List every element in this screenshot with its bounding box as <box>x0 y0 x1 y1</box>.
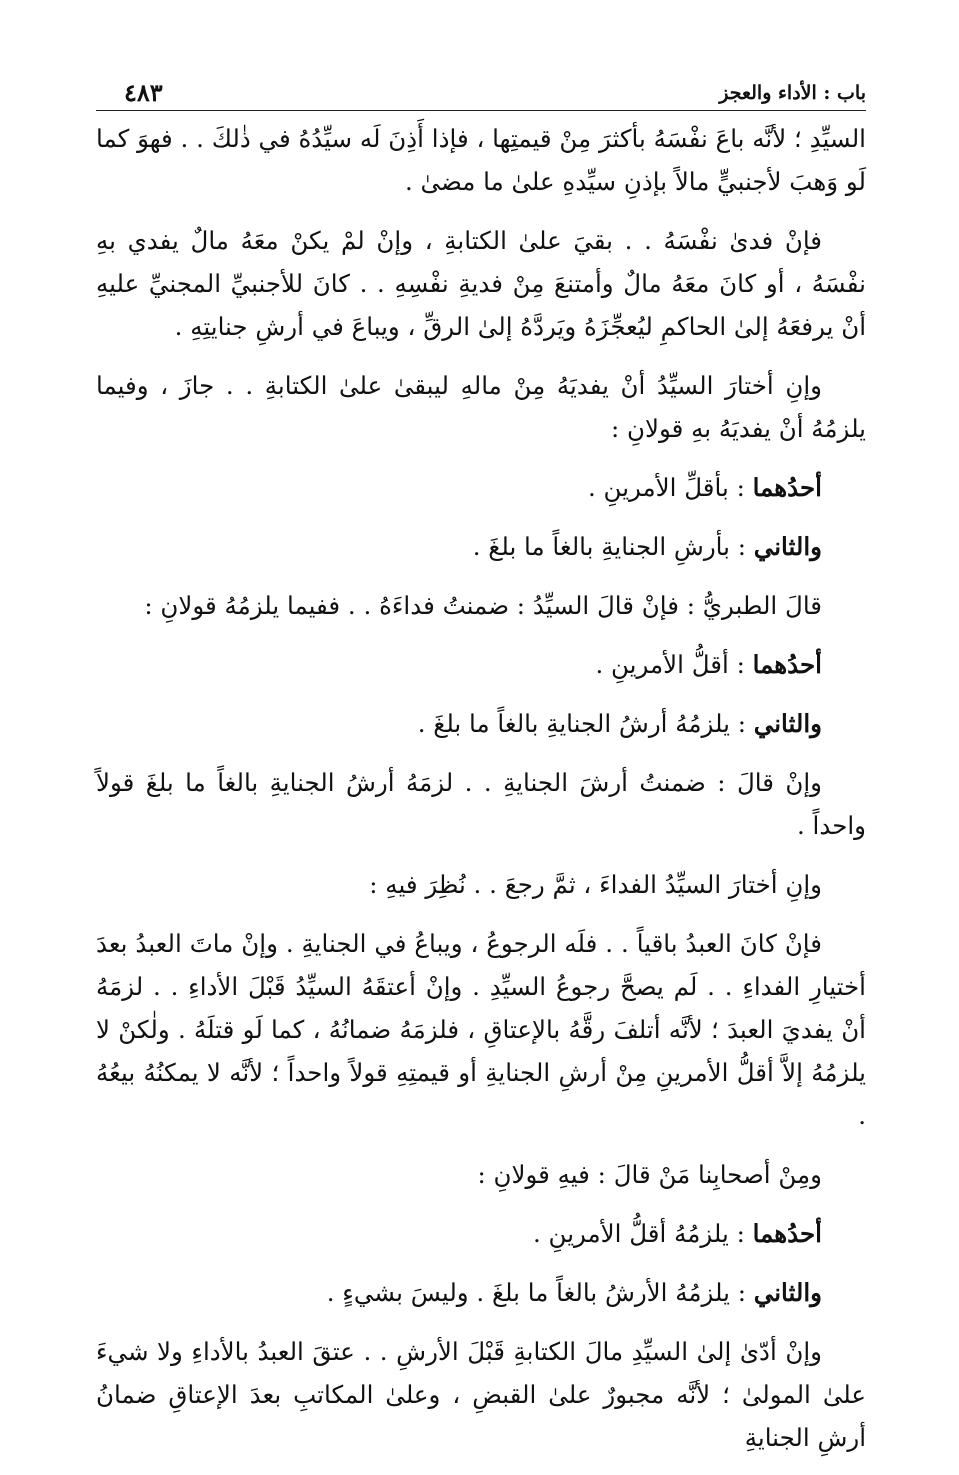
opinion-line: أحدُهما : بأقلِّ الأمرينِ . <box>587 473 822 502</box>
opinion-line: والثاني : بأرشِ الجنايةِ بالغاً ما بلغَ . <box>472 532 822 561</box>
paragraph: وإنِ أختارَ السيِّدُ أنْ يفديَهُ مِنْ مالهِ ليبقىٰ علىٰ الكتابةِ . . جازَ ، وفيما يلزمُهُ أنْ يفديَهُ بهِ قولانِ : <box>96 371 866 443</box>
paragraph: قالَ الطبريُّ : فإنْ قالَ السيِّدُ : ضمنتُ فداءَهُ . . ففيما يلزمُهُ قولانِ : <box>144 591 822 620</box>
opinion-label: والثاني <box>753 532 822 561</box>
paragraph: وإنِ أختارَ السيِّدُ الفداءَ ، ثمَّ رجعَ . . نُظِرَ فيهِ : <box>369 870 822 899</box>
chapter-title: باب : الأداء والعجز <box>719 82 866 104</box>
running-header <box>96 78 866 111</box>
opinion-line: والثاني : يلزمُهُ أرشُ الجنايةِ بالغاً ما بلغَ . <box>417 709 822 738</box>
opinion-label: أحدُهما <box>752 1219 822 1248</box>
opinion-label: والثاني <box>753 709 822 738</box>
paragraph: فإنْ فدىٰ نفْسَهُ . . بقيَ علىٰ الكتابةِ ، وإنْ لمْ يكنْ معَهُ مالٌ يفدي بهِ نفْسَهُ ، أو كانَ معَهُ مالٌ وأمتنعَ مِنْ فديةِ نفْسِهِ . . كانَ للأجنبيِّ المجنيِّ عليهِ أنْ يرفعَهُ إلىٰ الحاكمِ ليُعجِّزَهُ ويَردَّهُ إلىٰ الرقِّ ، ويباعَ في أرشِ جنايتِهِ . <box>96 226 866 341</box>
body-text <box>96 117 866 1459</box>
opinion-label: أحدُهما <box>752 650 822 679</box>
paragraph: السيِّدِ ؛ لأنَّه باعَ نفْسَهُ بأكثرَ مِنْ قيمتِها ، فإذا أَذِنَ لَه سيِّدُهُ في ذٰلكَ . . فهوَ كما لَو وَهبَ لأجنبيٍّ مالاً بإذنِ سيِّدهِ علىٰ ما مضىٰ . <box>96 124 866 196</box>
opinion-line: أحدُهما : أقلُّ الأمرينِ . <box>595 650 822 679</box>
book-page <box>96 78 866 1475</box>
paragraph: فإنْ كانَ العبدُ باقياً . . فلَه الرجوعُ ، ويباعُ في الجنايةِ . وإنْ ماتَ العبدُ بعدَ أختيارِ الفداءِ . . لَم يصحَّ رجوعُ السيِّدِ . وإنْ أعتقَهُ السيِّدُ قَبْلَ الأداءِ . . لزمَهُ أنْ يفديَ العبدَ ؛ لأنَّه أتلفَ رقَّهُ بالإعتاقِ ، فلزمَهُ ضمانُهُ ، كما لَو قتلَهُ . ولٰكنْ لا يلزمُهُ إلاَّ أقلُّ الأمرينِ مِنْ أرشِ الجنايةِ أو قيمتِهِ قولاً واحداً ؛ لأنَّه لا يمكنُهُ بيعُهُ . <box>96 929 866 1130</box>
opinion-label: أحدُهما <box>752 473 822 502</box>
paragraph: وإنْ أدّىٰ إلىٰ السيِّدِ مالَ الكتابةِ قَبْلَ الأرشِ . . عتقَ العبدُ بالأداءِ ولا شيءَ علىٰ المولىٰ ؛ لأنَّه مجبورٌ علىٰ القبضِ ، وعلىٰ المكاتبِ بعدَ الإعتاقِ ضمانُ أرشِ الجنايةِ <box>96 1337 866 1452</box>
opinion-line: أحدُهما : يلزمُهُ أقلُّ الأمرينِ . <box>532 1219 822 1248</box>
opinion-label: والثاني <box>753 1278 822 1307</box>
paragraph: ومِنْ أصحابِنا مَنْ قالَ : فيهِ قولانِ : <box>477 1160 822 1189</box>
paragraph: وإنْ قالَ : ضمنتُ أرشَ الجنايةِ . . لزمَهُ أرشُ الجنايةِ بالغاً ما بلغَ قولاً واحداً . <box>96 768 866 840</box>
opinion-line: والثاني : يلزمُهُ الأرشُ بالغاً ما بلغَ . وليسَ بشيءٍ . <box>326 1278 822 1307</box>
page-number: ٤٨٣ <box>124 78 163 107</box>
